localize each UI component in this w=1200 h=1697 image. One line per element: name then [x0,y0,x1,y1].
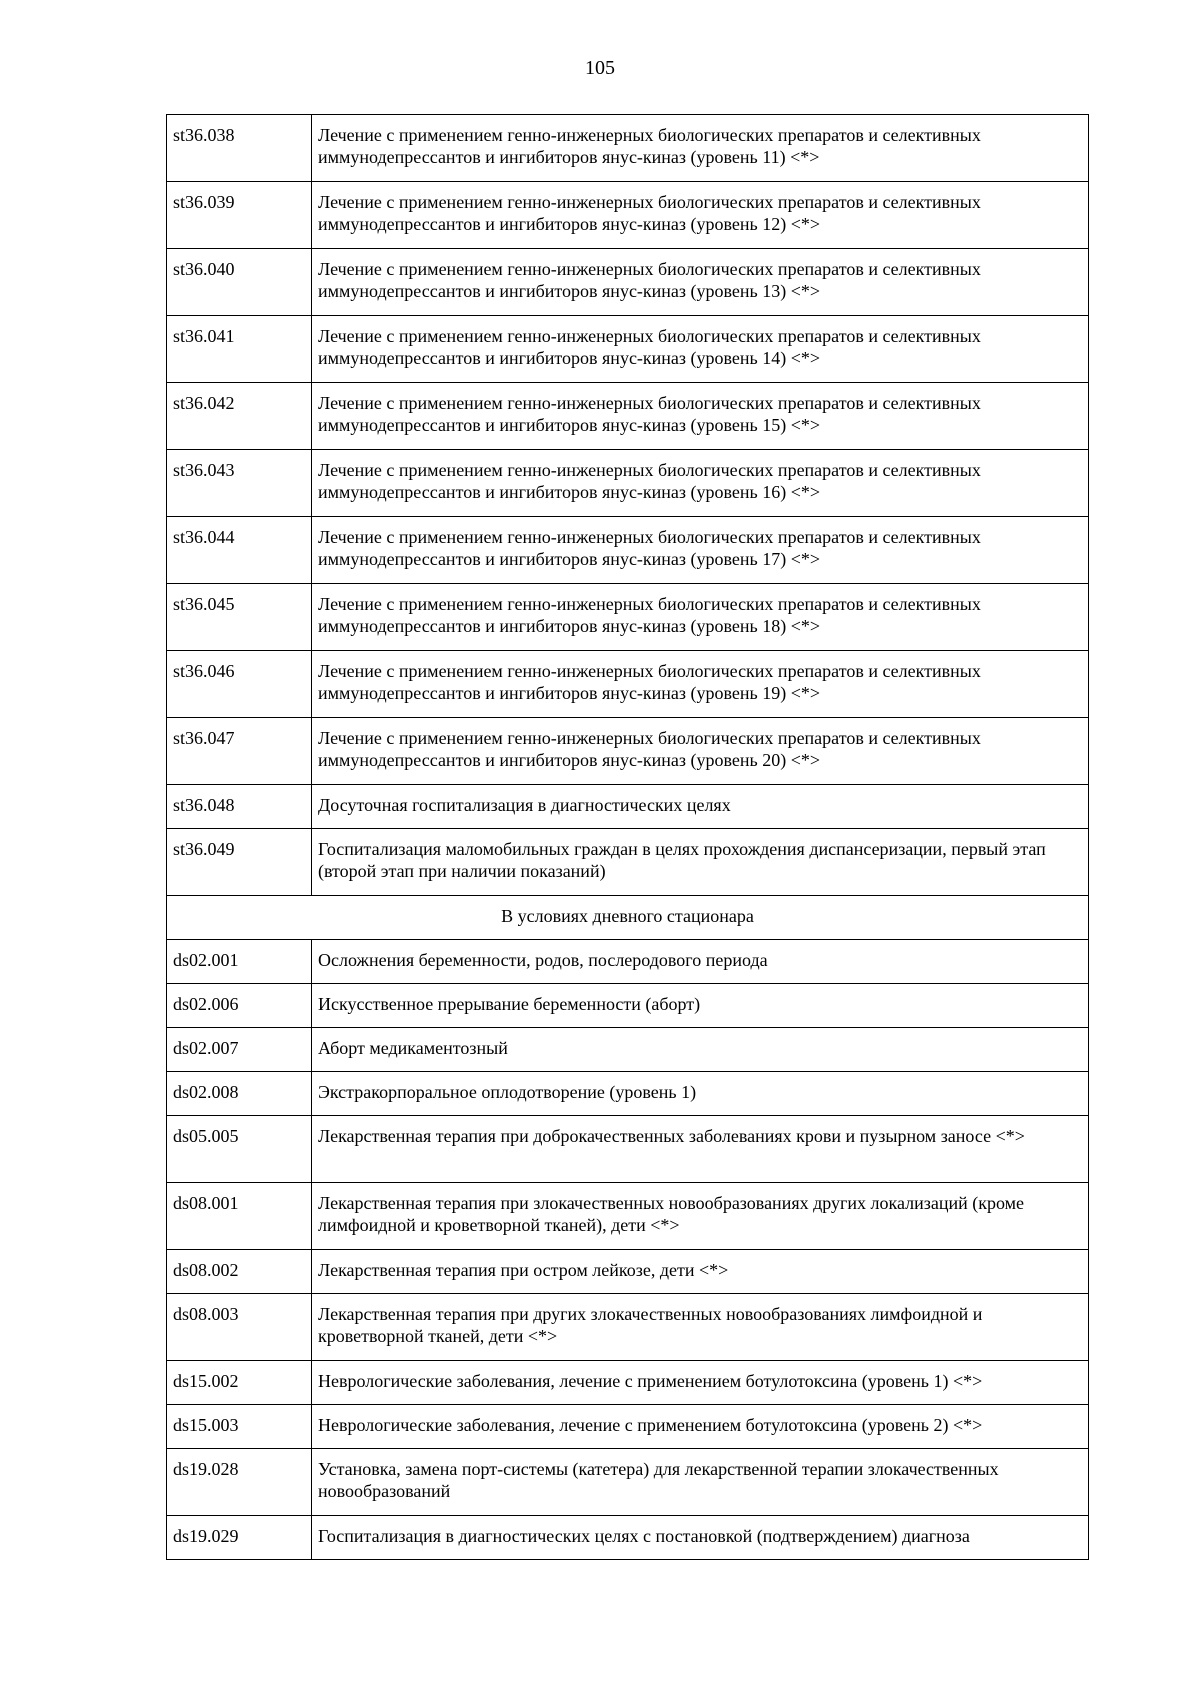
row-description: Лечение с применением генно-инженерных биологических препаратов и селективных иммунодепрессантов и ингибиторов янус-киназ (уровень 11) <*> [312,115,1089,182]
table-row [167,316,1089,383]
table-row [167,984,1089,1028]
row-description: Неврологические заболевания, лечение с применением ботулотоксина (уровень 2) <*> [312,1405,1089,1449]
row-code: st36.047 [167,718,312,785]
table-row [167,1516,1089,1560]
table-row [167,1116,1089,1183]
table-row [167,584,1089,651]
table-row [167,940,1089,984]
row-description: Лечение с применением генно-инженерных биологических препаратов и селективных иммунодепрессантов и ингибиторов янус-киназ (уровень 13) <*> [312,249,1089,316]
row-code: st36.049 [167,829,312,896]
row-description: Лечение с применением генно-инженерных биологических препаратов и селективных иммунодепрессантов и ингибиторов янус-киназ (уровень 12) <*> [312,182,1089,249]
table-row [167,1405,1089,1449]
table-row [167,651,1089,718]
row-description: Лекарственная терапия при других злокачественных новообразованиях лимфоидной и кроветворной тканей, дети <*> [312,1294,1089,1361]
table-row [167,1072,1089,1116]
row-code: ds08.002 [167,1250,312,1294]
row-description: Лекарственная терапия при доброкачественных заболеваниях крови и пузырном заносе <*> [312,1116,1089,1183]
row-description: Лечение с применением генно-инженерных биологических препаратов и селективных иммунодепрессантов и ингибиторов янус-киназ (уровень 19) <*> [312,651,1089,718]
row-description: Неврологические заболевания, лечение с применением ботулотоксина (уровень 1) <*> [312,1361,1089,1405]
row-code: st36.046 [167,651,312,718]
table-row [167,517,1089,584]
row-code: st36.045 [167,584,312,651]
table-row [167,785,1089,829]
row-code: st36.048 [167,785,312,829]
row-description: Лечение с применением генно-инженерных биологических препаратов и селективных иммунодепрессантов и ингибиторов янус-киназ (уровень 15) <*> [312,383,1089,450]
row-description: Лекарственная терапия при остром лейкозе, дети <*> [312,1250,1089,1294]
row-code: st36.042 [167,383,312,450]
table-row [167,1250,1089,1294]
table-row [167,115,1089,182]
row-code: st36.041 [167,316,312,383]
row-description: Искусственное прерывание беременности (аборт) [312,984,1089,1028]
row-code: ds02.007 [167,1028,312,1072]
row-description: Досуточная госпитализация в диагностических целях [312,785,1089,829]
row-code: st36.039 [167,182,312,249]
row-code: ds02.008 [167,1072,312,1116]
row-code: ds19.028 [167,1449,312,1516]
row-code: st36.040 [167,249,312,316]
table-row [167,1028,1089,1072]
table-row [167,829,1089,896]
row-code: st36.044 [167,517,312,584]
table-row [167,1294,1089,1361]
row-description: Лечение с применением генно-инженерных биологических препаратов и селективных иммунодепрессантов и ингибиторов янус-киназ (уровень 16) <*> [312,450,1089,517]
table-row [167,383,1089,450]
row-description: Установка, замена порт-системы (катетера) для лекарственной терапии злокачественных новообразований [312,1449,1089,1516]
row-code: ds02.001 [167,940,312,984]
row-description: Лечение с применением генно-инженерных биологических препаратов и селективных иммунодепрессантов и ингибиторов янус-киназ (уровень 17) <*> [312,517,1089,584]
table-row [167,182,1089,249]
table-row [167,249,1089,316]
table-row [167,1183,1089,1250]
row-code: st36.038 [167,115,312,182]
row-description: Лечение с применением генно-инженерных биологических препаратов и селективных иммунодепрессантов и ингибиторов янус-киназ (уровень 20) <*> [312,718,1089,785]
codes-table [166,114,1089,1560]
section-header-row [167,896,1089,940]
row-description: Аборт медикаментозный [312,1028,1089,1072]
row-code: ds08.001 [167,1183,312,1250]
row-description: Лекарственная терапия при злокачественных новообразованиях других локализаций (кроме лимфоидной и кроветворной тканей), дети <*> [312,1183,1089,1250]
row-code: ds15.003 [167,1405,312,1449]
table-row [167,1361,1089,1405]
table-row [167,1449,1089,1516]
row-code: ds15.002 [167,1361,312,1405]
row-code: ds05.005 [167,1116,312,1183]
row-description: Осложнения беременности, родов, послеродового периода [312,940,1089,984]
row-code: ds02.006 [167,984,312,1028]
row-description: Лечение с применением генно-инженерных биологических препаратов и селективных иммунодепрессантов и ингибиторов янус-киназ (уровень 14) <*> [312,316,1089,383]
row-description: Лечение с применением генно-инженерных биологических препаратов и селективных иммунодепрессантов и ингибиторов янус-киназ (уровень 18) <*> [312,584,1089,651]
table-row [167,450,1089,517]
page-number: 105 [585,57,615,79]
row-code: st36.043 [167,450,312,517]
table-row [167,718,1089,785]
row-description: Госпитализация в диагностических целях с постановкой (подтверждением) диагноза [312,1516,1089,1560]
row-description: Экстракорпоральное оплодотворение (уровень 1) [312,1072,1089,1116]
row-description: Госпитализация маломобильных граждан в целях прохождения диспансеризации, первый этап (второй этап при наличии показаний) [312,829,1089,896]
section-title: В условиях дневного стационара [167,896,1089,940]
row-code: ds08.003 [167,1294,312,1361]
row-code: ds19.029 [167,1516,312,1560]
